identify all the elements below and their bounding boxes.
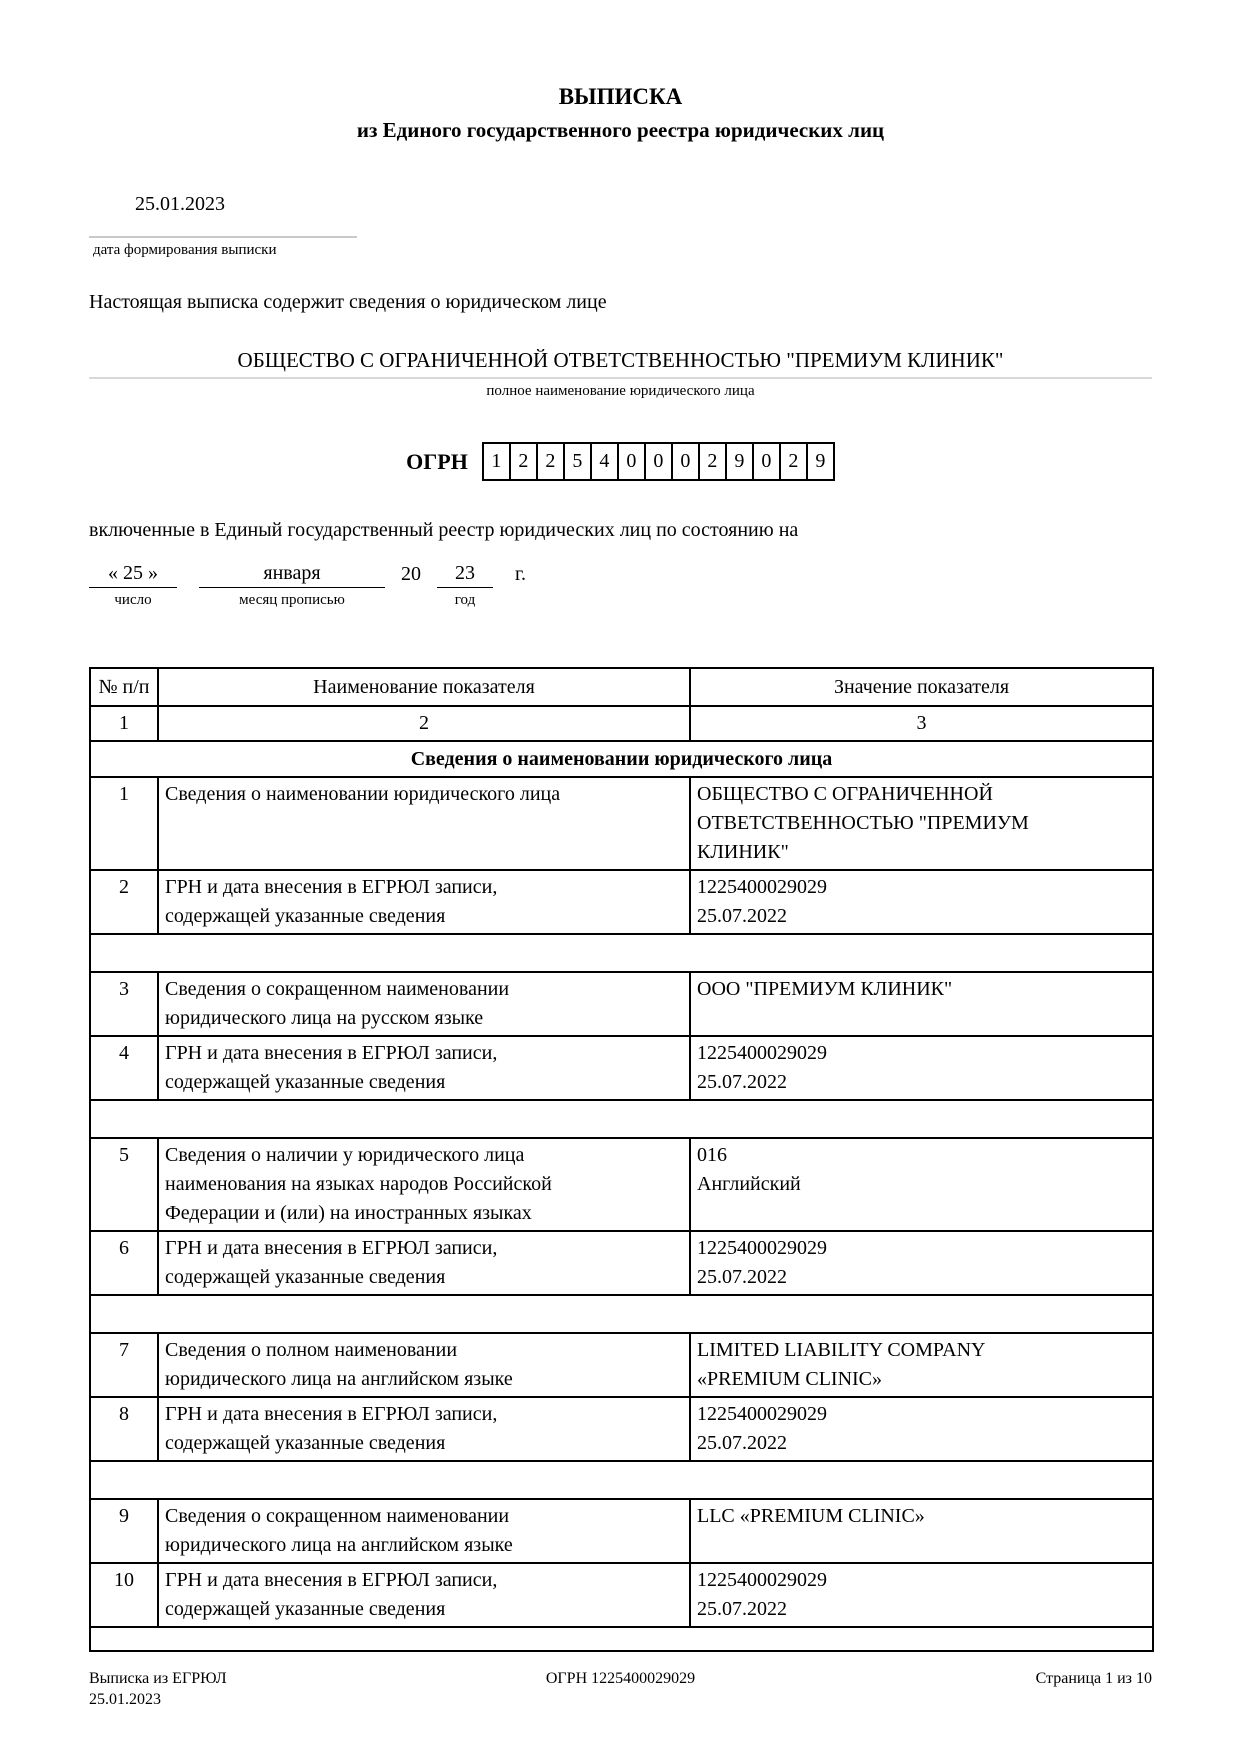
spacer-cell — [90, 1627, 1153, 1651]
registry-table — [89, 667, 1154, 1652]
row-number-cell: 5 — [90, 1138, 158, 1231]
table-section-row — [90, 741, 1153, 777]
row-number-cell: 3 — [90, 972, 158, 1036]
ogrn-digit-box: 0 — [752, 442, 781, 481]
table-spacer-row — [90, 1100, 1153, 1138]
row-name-cell: ГРН и дата внесения в ЕГРЮЛ записи, содержащей указанные сведения — [158, 1563, 690, 1627]
state-date-day-unit — [89, 562, 177, 609]
row-number-cell: 6 — [90, 1231, 158, 1295]
row-name-cell: Сведения о сокращенном наименовании юридического лица на русском языке — [158, 972, 690, 1036]
document-title: ВЫПИСКА — [558, 84, 683, 109]
row-value-cell: 1225400029029 25.07.2022 — [690, 870, 1153, 934]
state-date-year-unit — [437, 562, 493, 609]
document-subtitle: из Единого государственного реестра юридических лиц — [356, 118, 885, 142]
footer-page-number: Страница 1 из 10 — [1035, 1670, 1152, 1687]
ogrn-label: ОГРН — [406, 448, 468, 474]
table-row — [90, 870, 1153, 934]
ogrn-digit-box: 2 — [698, 442, 727, 481]
spacer-cell — [90, 1461, 1153, 1499]
ogrn-digit-box: 2 — [536, 442, 565, 481]
table-row — [90, 972, 1153, 1036]
state-date-year-label: год — [454, 592, 476, 608]
state-date-line — [89, 562, 1152, 609]
colnum-cell-3: 3 — [690, 706, 1153, 741]
ogrn-row — [89, 442, 1152, 481]
table-header-row — [90, 668, 1153, 706]
row-name-cell: Сведения о наименовании юридического лица — [158, 777, 690, 870]
formation-date-underline — [89, 236, 357, 238]
spacer-cell — [90, 1295, 1153, 1333]
ogrn-digit-box: 4 — [590, 442, 619, 481]
row-number-cell: 7 — [90, 1333, 158, 1397]
state-date-year: 23 — [437, 562, 493, 588]
included-line: включенные в Единый государственный реестр юридических лиц по состоянию на — [89, 519, 799, 541]
row-value-cell: 1225400029029 25.07.2022 — [690, 1231, 1153, 1295]
row-number-cell: 8 — [90, 1397, 158, 1461]
state-date-month-unit — [199, 562, 385, 609]
formation-date: 25.01.2023 — [135, 193, 225, 215]
row-number-cell: 2 — [90, 870, 158, 934]
ogrn-digit-box: 0 — [617, 442, 646, 481]
intro-text: Настоящая выписка содержит сведения о юридическом лице — [89, 291, 607, 313]
row-value-cell: 1225400029029 25.07.2022 — [690, 1397, 1153, 1461]
table-spacer-row — [90, 1295, 1153, 1333]
company-full-name: ОБЩЕСТВО С ОГРАНИЧЕННОЙ ОТВЕТСТВЕННОСТЬЮ "ПРЕМИУМ КЛИНИК" — [237, 348, 1004, 372]
row-name-cell: Сведения о наличии у юридического лица наименования на языках народов Российской Федерации и (или) на иностранных языках — [158, 1138, 690, 1231]
row-name-cell: Сведения о полном наименовании юридического лица на английском языке — [158, 1333, 690, 1397]
table-row — [90, 777, 1153, 870]
row-number-cell: 1 — [90, 777, 158, 870]
row-name-cell: ГРН и дата внесения в ЕГРЮЛ записи, содержащей указанные сведения — [158, 1231, 690, 1295]
row-value-cell: 1225400029029 25.07.2022 — [690, 1036, 1153, 1100]
page-footer — [89, 1668, 1152, 1710]
state-date-month-label: месяц прописью — [239, 592, 345, 608]
row-name-cell: Сведения о сокращенном наименовании юридического лица на английском языке — [158, 1499, 690, 1563]
row-value-cell: 016 Английский — [690, 1138, 1153, 1231]
table-spacer-row — [90, 934, 1153, 972]
table-spacer-row — [90, 1461, 1153, 1499]
table-row — [90, 1563, 1153, 1627]
row-value-cell: LIMITED LIABILITY COMPANY «PREMIUM CLINIC» — [690, 1333, 1153, 1397]
ogrn-digit-box: 9 — [806, 442, 835, 481]
ogrn-digit-box: 0 — [644, 442, 673, 481]
footer-doc-type: Выписка из ЕГРЮЛ — [89, 1670, 227, 1687]
table-body — [90, 668, 1153, 1651]
ogrn-digit-box: 1 — [482, 442, 511, 481]
colnum-cell-2: 2 — [158, 706, 690, 741]
formation-date-label: дата формирования выписки — [93, 242, 277, 258]
row-number-cell: 10 — [90, 1563, 158, 1627]
table-row — [90, 1036, 1153, 1100]
table-row — [90, 1499, 1153, 1563]
ogrn-digit-box: 9 — [725, 442, 754, 481]
state-date-year-suffix-unit — [511, 563, 530, 609]
header-cell-num: № п/п — [90, 668, 158, 706]
row-name-cell: ГРН и дата внесения в ЕГРЮЛ записи, содержащей указанные сведения — [158, 1036, 690, 1100]
table-row — [90, 1138, 1153, 1231]
state-date-month: января — [199, 562, 385, 588]
table-row — [90, 1333, 1153, 1397]
ogrn-boxes — [482, 442, 835, 481]
state-date-day-label: число — [114, 592, 152, 608]
row-number-cell: 4 — [90, 1036, 158, 1100]
state-date-year-suffix: г. — [515, 563, 526, 585]
header-cell-value: Значение показателя — [690, 668, 1153, 706]
row-value-cell: ООО "ПРЕМИУМ КЛИНИК" — [690, 972, 1153, 1036]
ogrn-digit-box: 5 — [563, 442, 592, 481]
state-date-century-unit — [397, 563, 425, 609]
state-date-century: 20 — [401, 563, 421, 585]
ogrn-digit-box: 2 — [509, 442, 538, 481]
section-title: Сведения о наименовании юридического лица — [90, 741, 1153, 777]
footer-ogrn: ОГРН 1225400029029 — [545, 1670, 696, 1687]
state-date-day: « 25 » — [89, 562, 177, 588]
table-spacer-row — [90, 1627, 1153, 1651]
ogrn-digit-box: 2 — [779, 442, 808, 481]
row-value-cell: ОБЩЕСТВО С ОГРАНИЧЕННОЙ ОТВЕТСТВЕННОСТЬЮ "ПРЕМИУМ КЛИНИК" — [690, 777, 1153, 870]
table-colnum-row — [90, 706, 1153, 741]
row-name-cell: ГРН и дата внесения в ЕГРЮЛ записи, содержащей указанные сведения — [158, 1397, 690, 1461]
table-row — [90, 1231, 1153, 1295]
row-name-cell: ГРН и дата внесения в ЕГРЮЛ записи, содержащей указанные сведения — [158, 870, 690, 934]
company-name-underline — [89, 377, 1152, 379]
spacer-cell — [90, 1100, 1153, 1138]
table-row — [90, 1397, 1153, 1461]
company-name-label: полное наименование юридического лица — [486, 383, 755, 399]
colnum-cell-1: 1 — [90, 706, 158, 741]
footer-doc-date: 25.01.2023 — [89, 1691, 161, 1708]
ogrn-digit-box: 0 — [671, 442, 700, 481]
row-value-cell: LLC «PREMIUM CLINIC» — [690, 1499, 1153, 1563]
row-number-cell: 9 — [90, 1499, 158, 1563]
row-value-cell: 1225400029029 25.07.2022 — [690, 1563, 1153, 1627]
spacer-cell — [90, 934, 1153, 972]
header-cell-name: Наименование показателя — [158, 668, 690, 706]
